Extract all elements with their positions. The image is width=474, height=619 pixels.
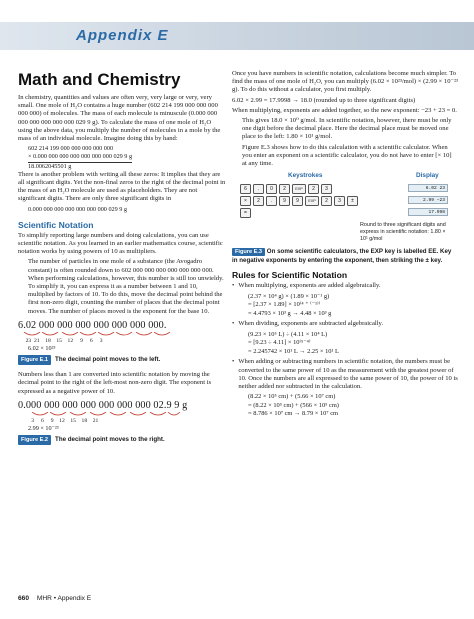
sci-paragraph-1: To simplify reporting large numbers and doing calculations, you can use scientific notation. As you learned in an earlier mathematics course, scientific notation works by using powers of 10 as multipliers.: [18, 231, 223, 256]
key: .: [266, 196, 277, 206]
figure-e1-label: Figure E.1: [18, 355, 51, 365]
exp-key: EXP: [292, 184, 306, 194]
rule-text: When dividing, exponents are subtracted algebraically.: [238, 320, 384, 328]
rule2-math-1: (9.23 × 10⁵ L) ÷ (4.11 × 10⁴ L): [248, 330, 328, 338]
keystroke-row-1: [240, 184, 332, 194]
figure-e2-result: 2.99 × 10⁻²³: [28, 424, 59, 432]
right-paragraph-2: When multiplying, exponents are added together, so the new exponent: −23 + 23 = 0.: [232, 106, 457, 114]
figure-e1-caption: [18, 355, 226, 365]
sci-paragraph-2: The number of particles in one mole of a substance (the Avogadro constant) is often rounded down to 602 000 000 000 000 000 000 000. When performing calculations, however, this number is still too unwieldy. To simplify it, you can express it as a number between 1 and 10, multiplied by factors of 10. To do this, move the decimal point behind the first non-zero digit, counting the number of places that the decimal point moves. The number of places moved is the exponent for the base 10.: [28, 258, 224, 315]
rules-heading: Rules for Scientific Notation: [232, 270, 348, 281]
figure-e2-caption: [18, 435, 226, 445]
rule2-math-3: = 2.245742 × 10¹ L → 2.25 × 10¹ L: [248, 347, 339, 355]
key: 9: [279, 196, 290, 206]
key: 0: [266, 184, 277, 194]
calc-line-2: × 0.000 000 000 000 000 000 000 029 9 g: [28, 153, 132, 162]
right-paragraph-3: This gives 18.0 × 10⁰ g/mol. In scientific notation, however, there must be only one digit before the decimal place. Here the decimal place must be moved one place to the left: 1.80 × 10¹ g/mol.: [242, 117, 452, 141]
key: 6: [240, 184, 251, 194]
left-column: [18, 70, 226, 451]
page-footer: [18, 595, 91, 602]
significant-digits-line: 0.000 000 000 000 000 000 000 029 9 g: [28, 205, 127, 213]
exp-key: EXP: [305, 196, 319, 206]
key: 2: [253, 196, 264, 206]
figure-e1-result: 6.02 × 10²³: [28, 344, 56, 352]
intro-paragraph: In chemistry, quantities and values are often very, very large or very, very small. One mole of H₂O contains a huge number (602 214 199 000 000 000 000 000) of molecules. The mass of each molecule is minuscule (0.000 000 000 000 000 000 000 029 9 g). To calculate the mass of one mole of H₂O using the above data, you multiply the number of molecules in a mole by the mass of an individual molecule. Imagine doing this by hand:: [18, 94, 221, 143]
scientific-notation-heading: Scientific Notation: [18, 219, 94, 230]
rule3-math-3: = 8.786 × 10⁷ cm → 8.79 × 10⁷ cm: [248, 410, 338, 418]
display-header: Display: [416, 172, 439, 180]
calc-result: 18.0062045501 g: [28, 162, 72, 170]
figure-e3-calculator: [240, 172, 456, 244]
figure-e3-label: Figure E.3: [232, 248, 265, 256]
appendix-title: Appendix E: [76, 27, 169, 44]
keystroke-row-3: [240, 208, 251, 218]
page-title: Math and Chemistry: [18, 70, 181, 89]
plus-minus-key: ±: [347, 196, 358, 206]
rule1-math-2: = [2.37 × 1.89] × 10⁽⁴ ⁺ ⁽⁻¹⁾⁾: [248, 301, 321, 309]
equals-key: =: [240, 208, 251, 218]
bullet-icon: •: [232, 320, 235, 328]
rule-text: When multiplying, exponents are added algebraically.: [238, 282, 381, 290]
figure-e2-label: Figure E.2: [18, 435, 51, 445]
figure-e1-place-counts: 23 21 18 15 12 9 6 3: [20, 337, 103, 344]
right-paragraph-4: Figure E.3 shows how to do this calculation with a scientific calculator. When you enter an exponent on a scientific calculator, you do not have to enter [× 10] at any time.: [242, 143, 452, 168]
figure-e2-number: 0.000 000 000 000 000 000 000 02.9 9 g: [18, 399, 188, 411]
key: 3: [321, 184, 332, 194]
figure-e1-caption-text: The decimal point moves to the left.: [55, 356, 161, 364]
rule3-math-2: = (8.22 × 10⁵ cm) + (566 × 10⁵ cm): [248, 401, 339, 409]
footer-text: MHR • Appendix E: [36, 595, 92, 602]
rule3-math-1: (8.22 × 10⁵ cm) + (5.66 × 10⁷ cm): [248, 393, 336, 401]
calc-line-1: 602 214 199 000 000 000 000 000: [28, 145, 114, 153]
rule-multiplying: [232, 282, 458, 290]
key: ×: [240, 196, 251, 206]
rule1-math-3: = 4.4793 × 10³ g → 4.48 × 10³ g: [248, 309, 332, 317]
display-row-3: 17.998: [408, 208, 448, 216]
right-multiplication: 6.02 × 2.99 = 17.9998 → 18.0 (rounded up to three significant digits): [232, 96, 416, 104]
negative-exponent-paragraph: Numbers less than 1 are converted into scientific notation by moving the decimal point to the right of the left-most non-zero digit. The exponent is expressed as a negative power of 10.: [18, 371, 212, 395]
bullet-icon: •: [232, 282, 235, 290]
key: 2: [321, 196, 332, 206]
keystroke-row-2: [240, 196, 358, 206]
zeros-paragraph: There is another problem with writing all these zeros: It implies that they are all significant digits. Yet the non-final zeros to the right of the decimal point in the mass of an H₂O molecule are used as placeholders. They are not significant digits. There are only three significant digits in: [18, 170, 226, 203]
rounding-note: Round to three significant digits and express in scientific notation: 1.80 × 10¹ g/mol: [360, 222, 446, 243]
key: 2: [308, 184, 319, 194]
figure-e3-caption-text: On some scientific calculators, the EXP key is labelled EE. Key in negative exponents by entering the exponent, then striking the ± key.: [232, 248, 452, 264]
rule-dividing: [232, 320, 458, 328]
right-column: [232, 70, 458, 419]
key: 9: [292, 196, 303, 206]
keystrokes-header: Keystrokes: [288, 172, 323, 180]
figure-e2-place-counts: 3 6 9 12 15 18 21: [20, 417, 99, 424]
page-number: 660: [18, 595, 30, 602]
rule1-math-1: (2.37 × 10⁴ g) × (1.89 × 10⁻¹ g): [248, 292, 330, 300]
display-row-1: 6.02 23: [408, 184, 448, 192]
right-paragraph-1: Once you have numbers in scientific notation, calculations become much simpler. To find the mass of one mole of H₂O, you can multiply (6.02 × 10²³/mol) × (2.99 × 10⁻²³ g). To do this without a calculator, you first multiply.: [232, 70, 458, 94]
rule2-math-2: = [9.23 ÷ 4.11] × 10⁽⁵⁻⁴⁾: [248, 339, 311, 347]
figure-e1-number: 6.02 000 000 000 000 000 000 000.: [18, 319, 167, 331]
bullet-icon: •: [232, 358, 235, 366]
figure-e2-caption-text: The decimal point moves to the right.: [55, 436, 165, 444]
key: .: [253, 184, 264, 194]
key: 2: [279, 184, 290, 194]
key: 3: [334, 196, 345, 206]
appendix-banner: [0, 22, 474, 50]
rule-text: When adding or subtracting numbers in scientific notation, the numbers must be converted to the same power of 10 as the measurement with the greatest power of 10. Once the numbers are all expressed to the same power of 10, the power of 10 is neither added nor subtracted in the calculation.: [238, 358, 458, 390]
display-row-2: 2.99 −23: [408, 196, 448, 204]
figure-e3-caption: [232, 248, 458, 264]
rule-adding: [232, 358, 458, 391]
